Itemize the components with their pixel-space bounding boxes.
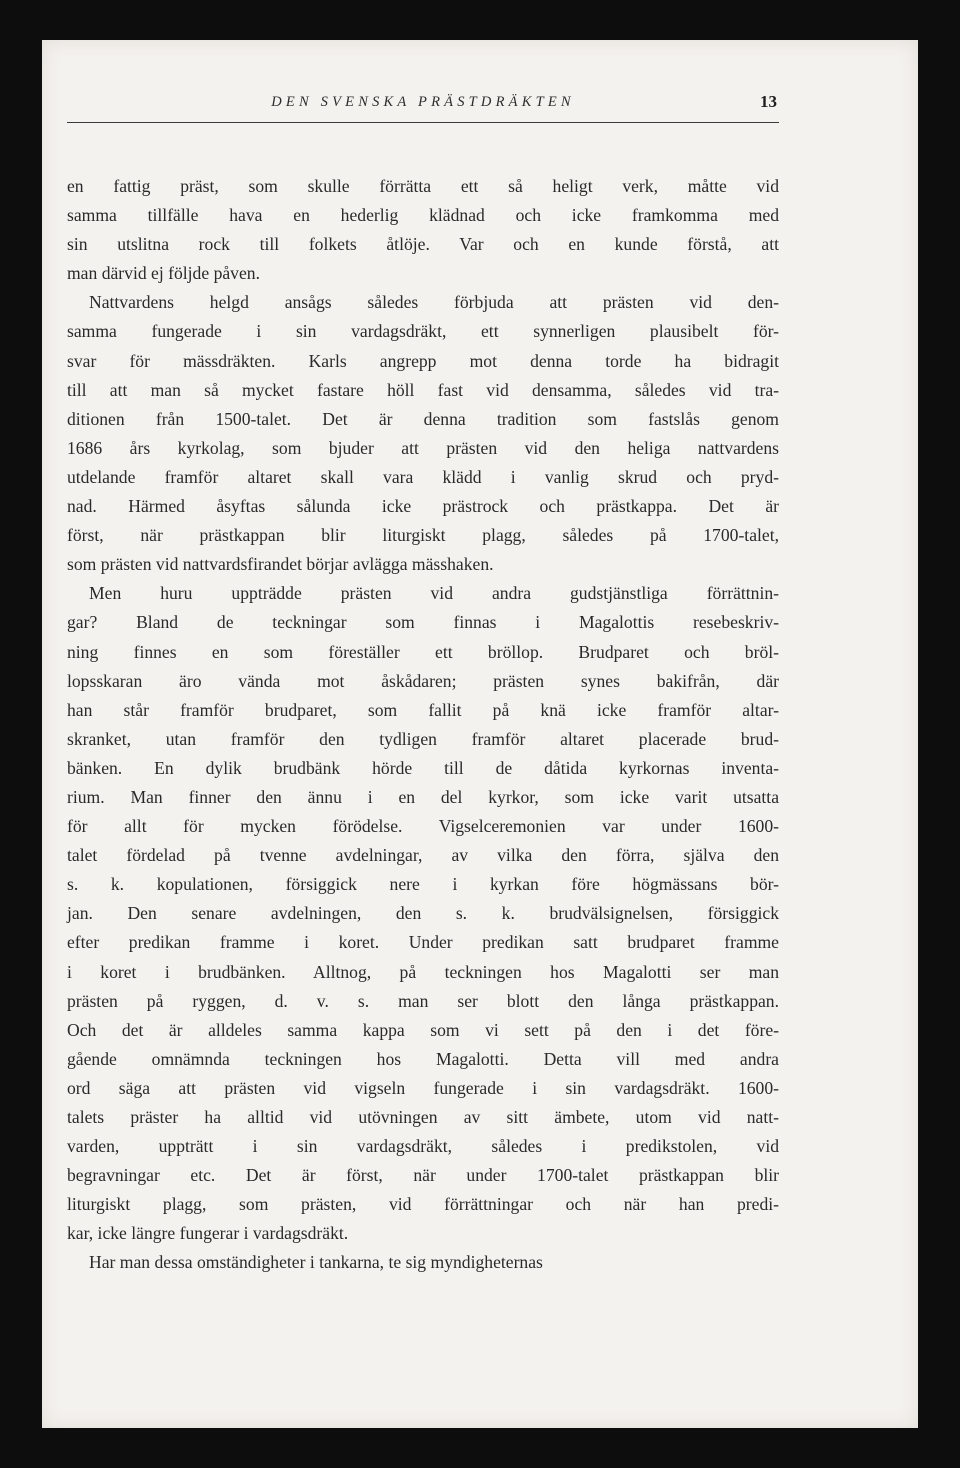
text-line: s. k. kopulationen, försiggick nere i kyrkan före högmässans bör- [67, 874, 779, 895]
text-line: ord säga att prästen vid vigseln fungerade i sin vardagsdräkt. 1600- [67, 1077, 779, 1098]
text-line: Men huru uppträdde prästen vid andra gudstjänstliga förrättnin- [89, 583, 779, 604]
text-line: man därvid ej följde påven. [67, 263, 260, 284]
page-number: 13 [760, 92, 777, 111]
text-line: först, när prästkappan blir liturgiskt plagg, således på 1700-talet, [67, 525, 779, 546]
paragraph [67, 172, 779, 288]
text-line: begravningar etc. Det är först, när under 1700-talet prästkappan blir [67, 1165, 779, 1186]
text-line: Och det är alldeles samma kappa som vi sett på den i det före- [67, 1019, 779, 1040]
running-title: DEN SVENSKA PRÄSTDRÄKTEN [271, 94, 575, 110]
paragraph [67, 288, 779, 579]
text-line: samma tillfälle hava en hederlig klädnad och icke framkomma med [67, 205, 779, 226]
text-line: han står framför brudparet, som fallit på knä icke framför altar- [67, 699, 779, 720]
text-line: bänken. En dylik brudbänk hörde till de dåtida kyrkornas inventa- [67, 757, 779, 778]
paragraph [67, 579, 779, 1248]
text-line: prästen på ryggen, d. v. s. man ser blott den långa prästkappan. [67, 990, 779, 1011]
text-line: nad. Härmed åsyftas sålunda icke prästrock och prästkappa. Det är [67, 496, 779, 517]
text-line: varden, uppträtt i sin vardagsdräkt, således i predikstolen, vid [67, 1136, 779, 1157]
text-line: Nattvardens helgd ansågs således förbjuda att prästen vid den- [89, 292, 779, 313]
text-line: efter predikan framme i koret. Under predikan satt brudparet framme [67, 932, 779, 953]
text-line: sin utslitna rock till folkets åtlöje. Var och en kunde förstå, att [67, 234, 779, 255]
text-line: rium. Man finner den ännu i en del kyrkor, som icke varit utsatta [67, 786, 779, 807]
text-line: kar, icke längre fungerar i vardagsdräkt. [67, 1223, 349, 1244]
text-line: en fattig präst, som skulle förrätta ett så heligt verk, måtte vid [67, 176, 779, 196]
text-line: samma fungerade i sin vardagsdräkt, ett synnerligen plausibelt för- [67, 321, 779, 342]
text-line: talet fördelad på tvenne avdelningar, av vilka den förra, själva den [67, 845, 779, 866]
text-line: ning finnes en som föreställer ett bröllop. Brudparet och bröl- [67, 641, 779, 662]
text-line: gar? Bland de teckningar som finnas i Magalottis resebeskriv- [67, 612, 779, 633]
text-line: i koret i brudbänken. Alltnog, på teckningen hos Magalotti ser man [67, 961, 779, 982]
text-line: ditionen från 1500-talet. Det är denna tradition som fastslås genom [67, 408, 779, 429]
text-line: utdelande framför altaret skall vara klädd i vanlig skrud och pryd- [67, 466, 779, 487]
text-line: svar för mässdräkten. Karls angrepp mot denna torde ha bidragit [67, 350, 779, 371]
text-line: som prästen vid nattvardsfirandet börjar avlägga mässhaken. [67, 554, 494, 575]
running-header [67, 92, 779, 122]
text-line: talets präster ha alltid vid utövningen av sitt ämbete, utom vid natt- [67, 1107, 779, 1127]
text-line: skranket, utan framför den tydligen framför altaret placerade brud- [67, 728, 779, 749]
text-line: jan. Den senare avdelningen, den s. k. brudvälsignelsen, försiggick [67, 903, 779, 924]
text-line: till att man så mycket fastare höll fast vid densamma, således vid tra- [67, 379, 779, 400]
text-line: gående omnämnda teckningen hos Magalotti. Detta vill med andra [67, 1048, 779, 1069]
text-line: lopsskaran äro vända mot åskådaren; prästen synes bakifrån, där [67, 670, 779, 691]
body-text [67, 172, 779, 1278]
text-line: för allt för mycken förödelse. Vigselceremonien var under 1600- [67, 816, 779, 837]
text-line: Har man dessa omständigheter i tankarna, te sig myndigheternas [89, 1252, 543, 1273]
header-rule [67, 122, 779, 123]
text-line: 1686 års kyrkolag, som bjuder att prästen vid den heliga nattvardens [67, 437, 779, 458]
paragraph [67, 1248, 779, 1277]
text-line: liturgiskt plagg, som prästen, vid förrättningar och när han predi- [67, 1194, 779, 1215]
